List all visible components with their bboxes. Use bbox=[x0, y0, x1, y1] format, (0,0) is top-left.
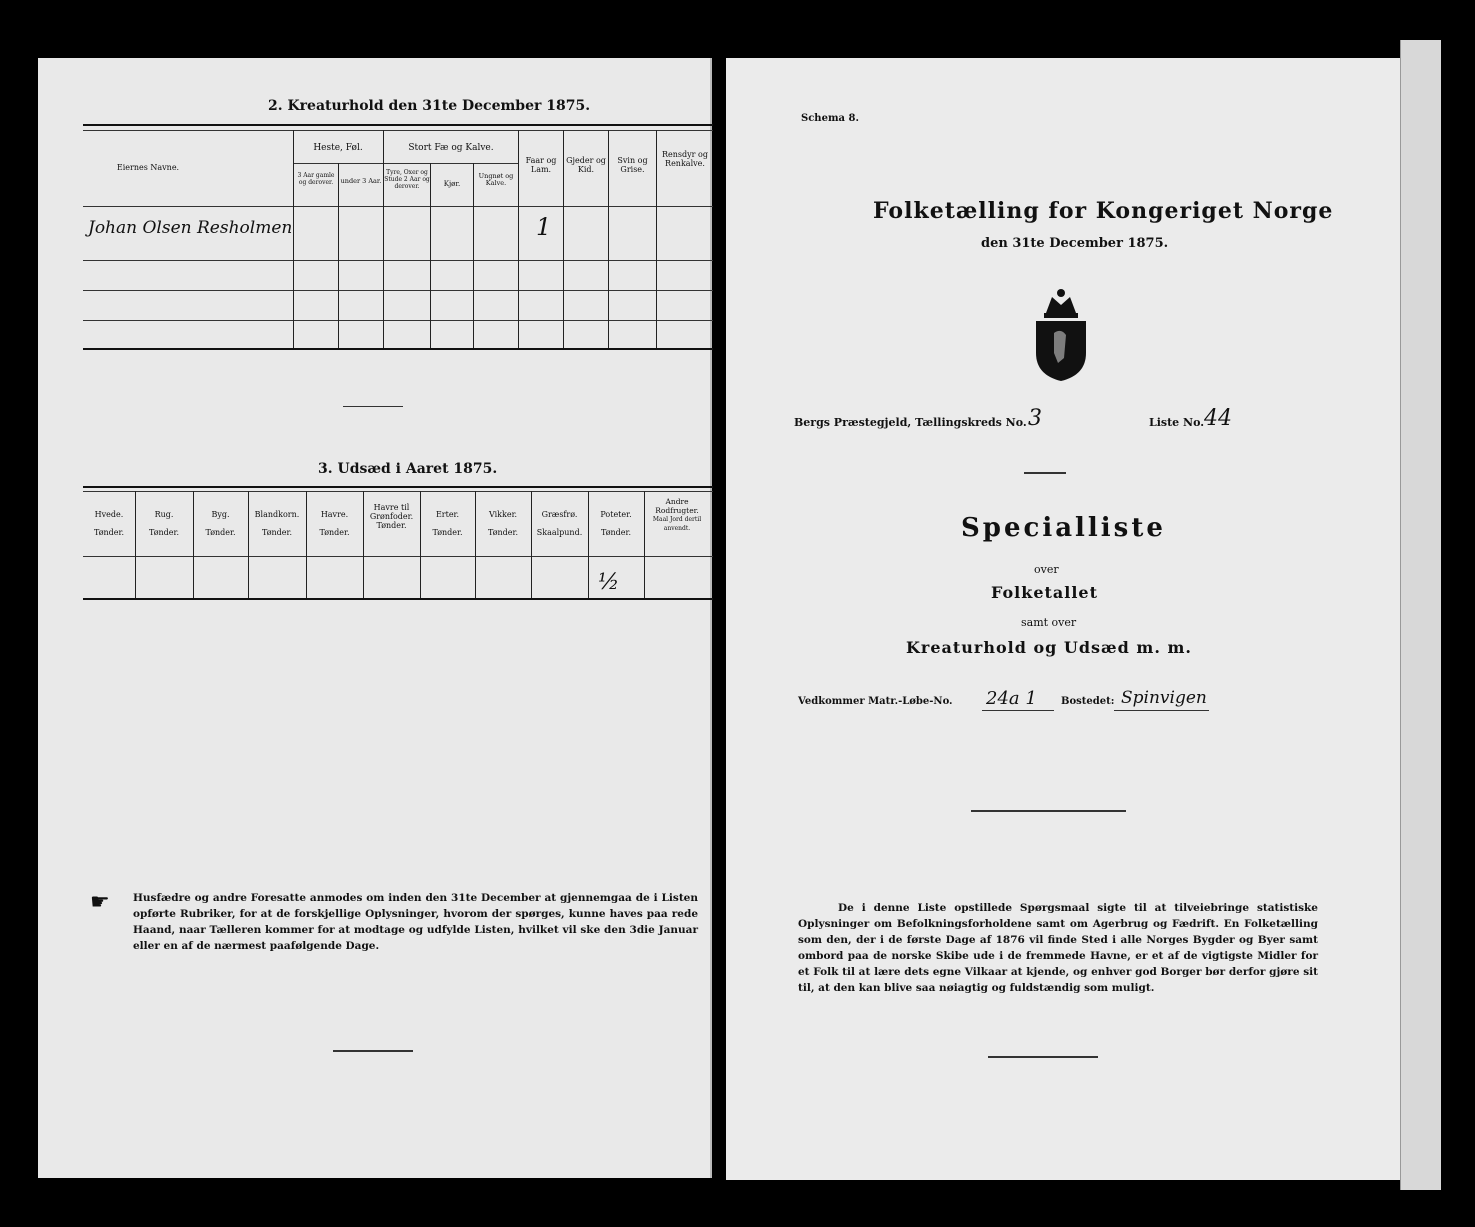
seed-h1: Hvede. Tønder. bbox=[93, 510, 125, 538]
potatoes-value: ½ bbox=[598, 570, 620, 595]
left-page bbox=[38, 58, 712, 1178]
census-date: den 31te December 1875. bbox=[981, 236, 1169, 251]
section3-title: 3. Udsæd i Aaret 1875. bbox=[318, 461, 498, 477]
cattle-b-header: Kjør. bbox=[443, 180, 461, 188]
horses-header: Heste, Føl. bbox=[313, 143, 363, 153]
seed-h7: Erter. Tønder. bbox=[432, 510, 463, 538]
seed-h3: Byg. Tønder. bbox=[205, 510, 236, 538]
pigs-header: Svin og Grise. bbox=[617, 156, 648, 175]
cattle-c-header: Ungnøt og Kalve. bbox=[478, 172, 514, 188]
right-page bbox=[726, 58, 1431, 1180]
seed-h9: Græsfrø. Skaalpund. bbox=[536, 510, 583, 538]
main-title: Folketælling for Kongeriget Norge bbox=[873, 198, 1334, 224]
notice-text: Husfædre og andre Foresatte anmodes om inden den 31te December at gjennemgaa de i Listen opførte Rubriker, for at de forskjellige Oplysninger, hvorom der spørges, kunne haves paa rede Haand, naar Tælleren kommer for at modtage og udfylde Listen, hvilket vil ske den 3die Januar eller en af de nærmest paafølgende Dage. bbox=[133, 892, 698, 952]
horses-b-header: under 3 Aar. bbox=[340, 177, 382, 185]
bostedet-value: Spinvigen bbox=[1121, 688, 1207, 708]
reindeer-header: Rensdyr og Renkalve. bbox=[662, 150, 708, 169]
seed-h6: Havre til Grønfoder. Tønder. bbox=[369, 503, 414, 531]
horses-a-header: 3 Aar gamle og derover. bbox=[297, 172, 335, 186]
coat-of-arms-icon bbox=[1026, 283, 1096, 387]
liste-number: 44 bbox=[1204, 406, 1232, 431]
tk-number: 3 bbox=[1028, 406, 1042, 431]
matr-number: 24a 1 bbox=[986, 688, 1037, 709]
cattle-a-header: Tyre, Oxer og Stude 2 Aar og derover. bbox=[384, 169, 430, 190]
seed-h2: Rug. Tønder. bbox=[148, 510, 180, 538]
parish-label: Bergs Præstegjeld, Tællingskreds No. bbox=[794, 416, 1027, 429]
sheep-header: Faar og Lam. bbox=[525, 156, 557, 175]
seed-h5: Havre. Tønder. bbox=[319, 510, 350, 538]
cattle-header: Stort Fæ og Kalve. bbox=[408, 143, 494, 153]
bostedet-label: Bostedet: bbox=[1061, 696, 1115, 707]
seed-h4: Blandkorn. Tønder. bbox=[254, 510, 300, 538]
goats-header: Gjeder og Kid. bbox=[566, 156, 606, 175]
owner-name: Johan Olsen Resholmen bbox=[88, 218, 293, 238]
page-edge bbox=[1400, 40, 1441, 1190]
owner-header: Eiernes Navne. bbox=[116, 163, 180, 172]
folketallet-heading: Folketallet bbox=[991, 583, 1098, 602]
section2-title: 2. Kreaturhold den 31te December 1875. bbox=[268, 98, 591, 114]
samt-over-text: samt over bbox=[1021, 616, 1077, 629]
specialliste-heading: Specialliste bbox=[961, 513, 1166, 543]
seed-h8: Vikker. Tønder. bbox=[487, 510, 519, 538]
info-paragraph: De i denne Liste opstillede Spørgsmaal sigte til at tilveiebringe statistiske Oplysninger om Befolkningsforholdene samt om Agerbrug og Fædrift. En Folketælling som den, der i de første Dage af 1876 vil finde Sted i alle Norges Bygder og Byer samt ombord paa de norske Skibe ude i de fremmede Havne, er et af de vigtigste Midler for et Folk til at lære dets egne Vilkaar at kjende, og enhver god Borger bør derfor gjøre sit til, at den kan blive saa nøiagtig og fuldstændig som muligt. bbox=[798, 902, 1318, 994]
liste-label: Liste No. bbox=[1149, 416, 1205, 429]
schema-label: Schema 8. bbox=[801, 113, 859, 124]
over-text-1: over bbox=[1034, 563, 1059, 576]
sheep-count: 1 bbox=[536, 213, 552, 241]
seed-h11: Andre Rodfrugter. Maal Jord dertil anvendt. bbox=[652, 497, 702, 533]
matr-label: Vedkommer Matr.-Løbe-No. bbox=[798, 696, 953, 707]
pointing-hand-icon: ☛ bbox=[90, 890, 110, 915]
kreaturhold-heading: Kreaturhold og Udsæd m. m. bbox=[906, 638, 1192, 657]
seed-h10: Poteter. Tønder. bbox=[600, 510, 632, 538]
